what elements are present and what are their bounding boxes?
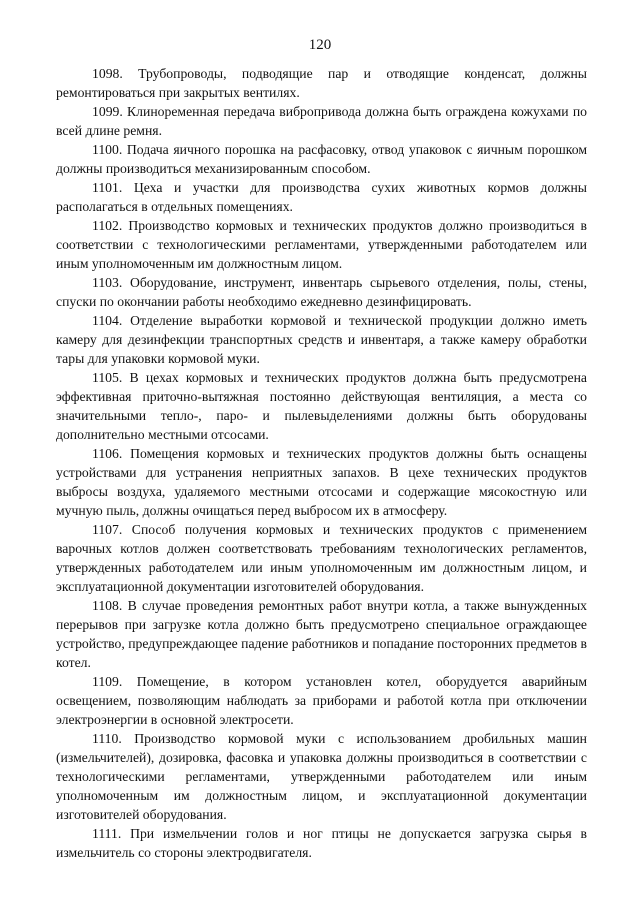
paragraph-1098: 1098. Трубопроводы, подводящие пар и отводящие конденсат, должны ремонтироваться при закрытых вентилях. bbox=[56, 66, 587, 100]
paragraph-1106: 1106. Помещения кормовых и технических продуктов должны быть оснащены устройствами для устранения неприятных запахов. В цехе технических продуктов выбросы воздуха, удаляемого местными отсосами и содержащие мясокостную или мучную пыль, должны очищаться перед выбросом их в атмосферу. bbox=[56, 446, 587, 518]
paragraph-1104: 1104. Отделение выработки кормовой и технической продукции должно иметь камеру для дезинфекции транспортных средств и инвентаря, а также камеру обработки тары для упаковки кормовой муки. bbox=[56, 313, 587, 366]
paragraph-1100: 1100. Подача яичного порошка на расфасовку, отвод упаковок с яичным порошком должны производиться механизированным способом. bbox=[56, 142, 587, 176]
paragraph-1099: 1099. Клиноременная передача вибропривода должна быть ограждена кожухами по всей длине ремня. bbox=[56, 104, 587, 138]
paragraph-1110: 1110. Производство кормовой муки с использованием дробильных машин (измельчителей), дозировка, фасовка и упаковка должны производиться в соответствии с технологическими регламентами, утвержденными работодателем или иным уполномоченным им должностным лицом, и эксплуатационной документации изготовителей оборудования. bbox=[56, 731, 587, 822]
paragraph-1103: 1103. Оборудование, инструмент, инвентарь сырьевого отделения, полы, стены, спуски по окончании работы необходимо ежедневно дезинфицировать. bbox=[56, 275, 587, 309]
document-body bbox=[56, 64, 587, 862]
paragraph-1105: 1105. В цехах кормовых и технических продуктов должна быть предусмотрена эффективная приточно-вытяжная постоянно действующая вентиляция, а места со значительными тепло-, паро- и пылевыделениями должны быть оборудованы дополнительно местными отсосами. bbox=[56, 370, 587, 442]
paragraph-1107: 1107. Способ получения кормовых и технических продуктов с применением варочных котлов должен соответствовать требованиям технологических регламентов, утвержденных работодателем или иным уполномоченным им должностным лицом, и эксплуатационной документации изготовителей оборудования. bbox=[56, 522, 587, 594]
page-number: 120 bbox=[308, 37, 332, 53]
paragraph-1108: 1108. В случае проведения ремонтных работ внутри котла, а также вынужденных перерывов при загрузке котла должно быть предусмотрено специальное ограждающее устройство, предупреждающее падение работников и попадание посторонних предметов в котел. bbox=[56, 598, 588, 670]
paragraph-1111: 1111. При измельчении голов и ног птицы не допускается загрузка сырья в измельчитель со стороны электродвигателя. bbox=[56, 826, 587, 860]
paragraph-1109: 1109. Помещение, в котором установлен котел, оборудуется аварийным освещением, позволяющим наблюдать за приборами и работой котла при отключении электроэнергии в основной электросети. bbox=[56, 674, 587, 727]
paragraph-1101: 1101. Цеха и участки для производства сухих животных кормов должны располагаться в отдельных помещениях. bbox=[56, 180, 587, 214]
paragraph-1102: 1102. Производство кормовых и технических продуктов должно производиться в соответствии с технологическими регламентами, утвержденными работодателем или иным уполномоченным им должностным лицом. bbox=[56, 218, 587, 271]
